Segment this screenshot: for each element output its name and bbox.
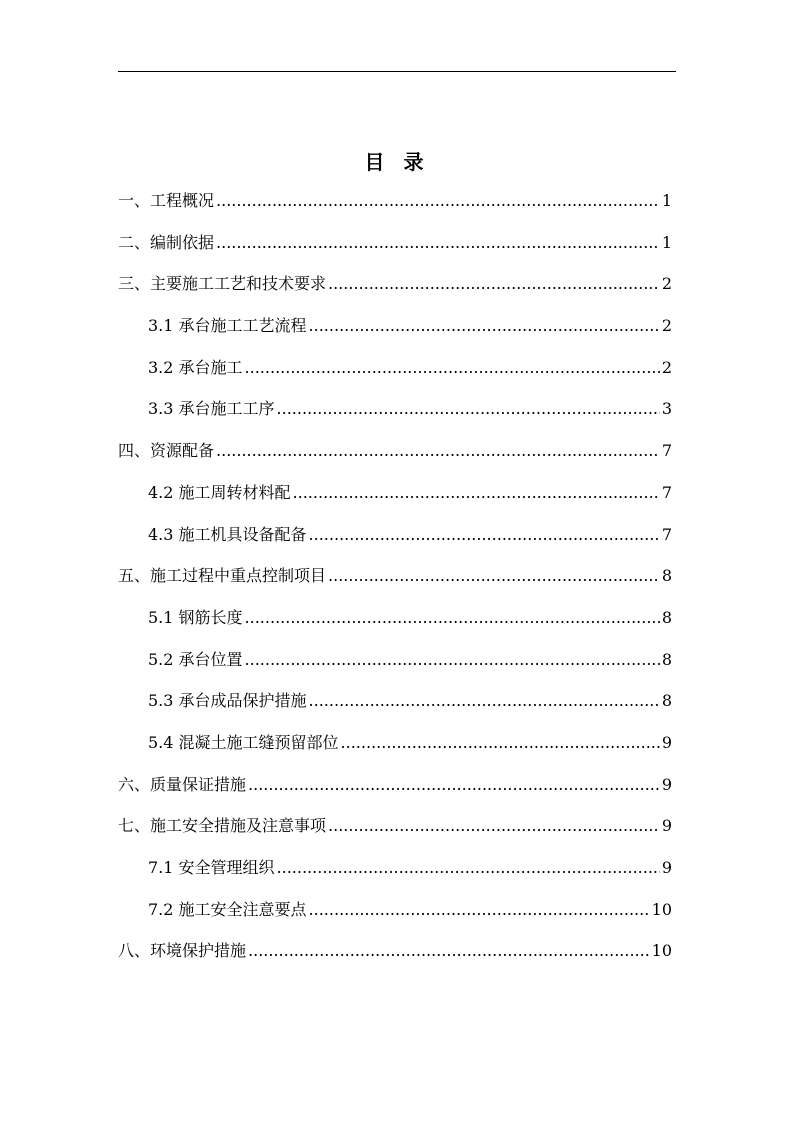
toc-entry-page: 2: [661, 357, 672, 377]
toc-dot-leader: [245, 608, 660, 627]
toc-entry[interactable]: [118, 688, 672, 730]
toc-dot-leader: [309, 691, 660, 710]
toc-dot-leader: [248, 775, 660, 794]
toc-entry-label: 四、资源配备: [118, 441, 215, 461]
toc-entry-label: 3.2 承台施工: [148, 357, 243, 377]
toc-dot-leader: [328, 816, 660, 835]
toc-dot-leader: [277, 858, 660, 877]
page-title: 目 录: [364, 150, 430, 174]
toc-entry-label: 7.2 施工安全注意要点: [148, 899, 307, 919]
toc-entry-page: 3: [661, 399, 672, 419]
toc-entry-label: 二、编制依据: [118, 232, 215, 252]
toc-dot-leader: [245, 358, 660, 377]
toc-entry-page: 1: [661, 191, 672, 210]
toc-entry[interactable]: [118, 730, 672, 772]
toc-entry-label: 七、施工安全措施及注意事项: [118, 816, 327, 836]
toc-entry[interactable]: [118, 897, 672, 939]
header-rule: [118, 71, 676, 72]
toc-entry-label: 六、质量保证措施: [118, 774, 247, 794]
toc-entry-label: 一、工程概况: [118, 191, 215, 210]
toc-entry[interactable]: [118, 313, 672, 355]
toc-dot-leader: [341, 733, 660, 752]
toc-entry[interactable]: [118, 563, 672, 605]
toc-dot-leader: [328, 566, 660, 585]
toc-dot-leader: [216, 191, 660, 210]
toc-entry-page: 2: [661, 274, 672, 294]
toc-entry[interactable]: [118, 938, 672, 980]
toc-dot-leader: [293, 483, 660, 502]
toc-entry-label: 3.3 承台施工工序: [148, 399, 275, 419]
toc-entry[interactable]: [118, 188, 672, 230]
toc-entry-page: 10: [651, 941, 672, 961]
table-of-contents: [118, 188, 672, 980]
toc-entry-page: 8: [661, 691, 672, 711]
toc-entry[interactable]: [118, 522, 672, 564]
toc-entry[interactable]: [118, 605, 672, 647]
toc-dot-leader: [328, 274, 660, 293]
toc-entry-label: 五、施工过程中重点控制项目: [118, 566, 327, 586]
toc-entry[interactable]: [118, 271, 672, 313]
toc-entry-label: 3.1 承台施工工艺流程: [148, 316, 307, 336]
toc-entry-label: 4.3 施工机具设备配备: [148, 524, 307, 544]
toc-entry-label: 5.1 钢筋长度: [148, 607, 243, 627]
toc-entry-page: 9: [661, 732, 672, 752]
toc-dot-leader: [216, 441, 660, 460]
toc-entry-page: 9: [661, 858, 672, 877]
toc-dot-leader: [277, 399, 660, 418]
toc-dot-leader: [309, 316, 660, 335]
toc-entry[interactable]: [118, 855, 672, 897]
toc-entry-label: 4.2 施工周转材料配: [148, 482, 291, 502]
toc-entry-label: 八、环境保护措施: [118, 941, 247, 961]
toc-entry-page: 1: [661, 232, 672, 252]
toc-entry-page: 8: [661, 607, 672, 627]
toc-entry[interactable]: [118, 480, 672, 522]
toc-entry[interactable]: [118, 438, 672, 480]
toc-dot-leader: [309, 900, 650, 919]
toc-entry-page: 2: [661, 316, 672, 336]
toc-dot-leader: [245, 650, 660, 669]
toc-entry[interactable]: [118, 772, 672, 814]
toc-dot-leader: [216, 233, 660, 252]
toc-entry-page: 7: [661, 441, 672, 461]
toc-entry[interactable]: [118, 355, 672, 397]
toc-dot-leader: [248, 941, 650, 960]
toc-entry-label: 5.4 混凝土施工缝预留部位: [148, 732, 339, 752]
toc-entry-label: 7.1 安全管理组织: [148, 858, 275, 877]
toc-entry-page: 10: [651, 899, 672, 919]
toc-entry-page: 8: [661, 649, 672, 669]
toc-entry-page: 9: [661, 774, 672, 794]
toc-entry[interactable]: [118, 647, 672, 689]
toc-entry[interactable]: [118, 230, 672, 272]
toc-entry-label: 5.3 承台成品保护措施: [148, 691, 307, 711]
toc-entry[interactable]: [118, 396, 672, 438]
toc-entry[interactable]: [118, 813, 672, 855]
toc-entry-page: 7: [661, 524, 672, 544]
toc-dot-leader: [309, 525, 660, 544]
toc-entry-label: 三、主要施工工艺和技术要求: [118, 274, 327, 294]
toc-entry-page: 9: [661, 816, 672, 836]
toc-entry-label: 5.2 承台位置: [148, 649, 243, 669]
toc-entry-page: 8: [661, 566, 672, 586]
toc-entry-page: 7: [661, 482, 672, 502]
